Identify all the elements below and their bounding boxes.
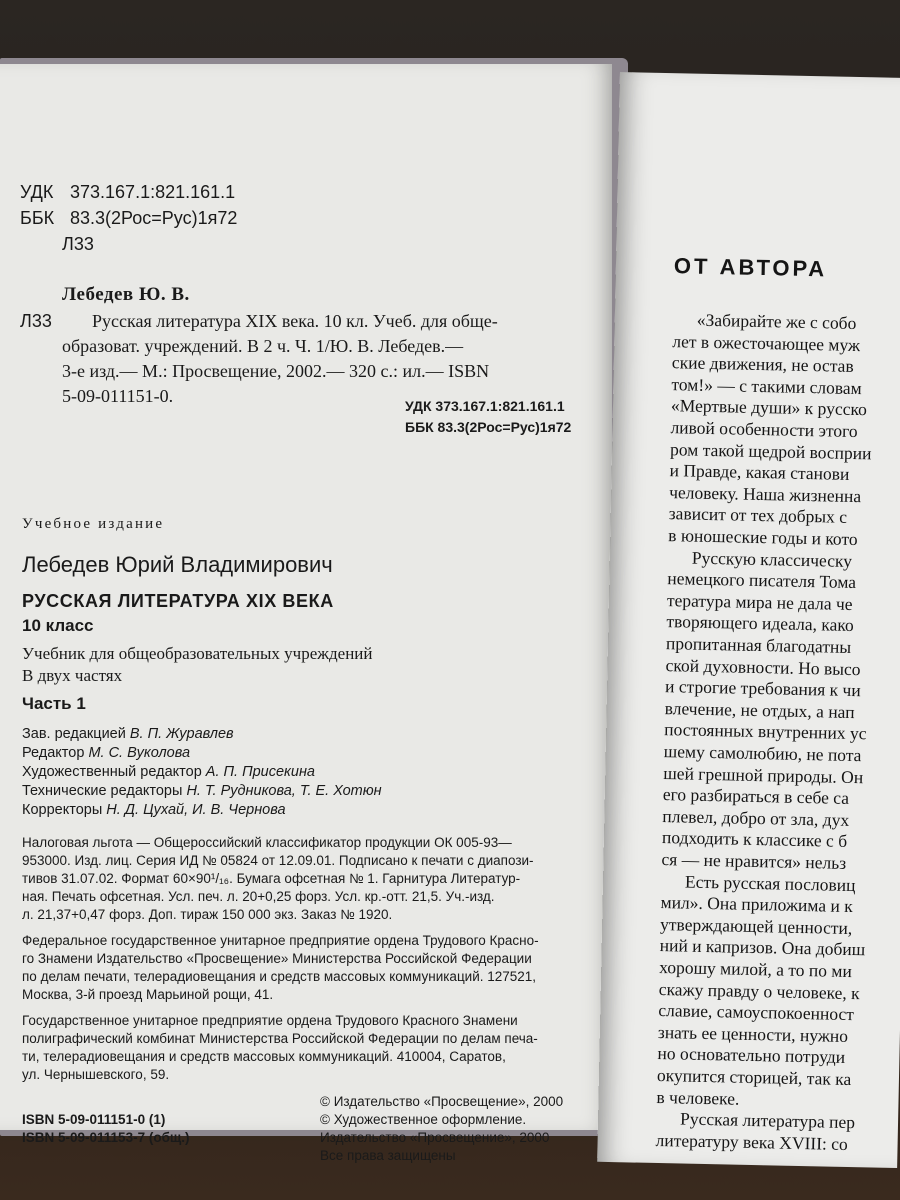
staff-role: Редактор: [22, 745, 85, 761]
publisher-line: по делам печати, телерадиовещания и средств массовых коммуникаций. 127521,: [22, 969, 537, 984]
grade: 10 класс: [22, 616, 94, 635]
paragraph-line: подходить к классике с б: [661, 827, 848, 852]
staff-names: Н. Т. Рудникова, Т. Е. Хотюн: [186, 783, 382, 799]
section-heading: ОТ АВТОРА: [673, 253, 828, 282]
parts-note: В двух частях: [22, 666, 123, 685]
paragraph-line: знать ее ценности, нужно: [657, 1021, 849, 1046]
udk-value: 373.167.1:821.161.1: [70, 182, 236, 202]
copyright-line: © Издательство «Просвещение», 2000: [320, 1094, 564, 1109]
paragraph-line: ливой особенности этого: [670, 417, 858, 442]
paragraph-line: Русская литература пер: [679, 1108, 856, 1133]
paragraph-line: немецкого писателя Тома: [667, 568, 857, 593]
paragraph-line: ской духовности. Но высо: [665, 654, 861, 679]
imprint-line: ная. Печать офсетная. Усл. печ. л. 20+0,25 форз. Усл. кр.-отт. 21,5. Уч.-изд.: [22, 889, 495, 904]
printer-line: ти, телерадиовещания и средств массовых коммуникаций. 410004, Саратов,: [22, 1049, 506, 1064]
staff-names: М. С. Вуколова: [88, 745, 191, 761]
bbk-label: ББК: [20, 208, 55, 228]
printer-line: ул. Чернышевского, 59.: [22, 1067, 170, 1082]
paragraph-line: его разбираться в себе са: [662, 784, 850, 809]
paragraph-line: хорошу милой, а то по ми: [659, 957, 853, 982]
paragraph-line: Русскую классическу: [691, 547, 853, 571]
imprint-line: 953000. Изд. лиц. Серия ИД № 05824 от 12.09.01. Подписано к печати с диапози-: [22, 853, 534, 868]
staff-names: А. П. Присекина: [205, 764, 315, 780]
card-line: Русская литература XIX века. 10 кл. Учеб. для обще-: [92, 311, 498, 331]
paragraph-line: и строгие требования к чи: [664, 676, 861, 701]
paragraph-line: но основательно потруди: [657, 1043, 846, 1068]
author-code: Л33: [62, 234, 94, 254]
paragraph-line: тература мира не дала че: [666, 589, 853, 614]
copyright-line: © Художественное оформление.: [320, 1112, 527, 1127]
imprint-line: тивов 31.07.02. Формат 60×90¹/₁₆. Бумага офсетная № 1. Гарнитура Литератур-: [22, 871, 521, 886]
publisher-line: Федеральное государственное унитарное предприятие ордена Трудового Красно-: [22, 933, 539, 948]
staff-role: Зав. редакцией: [22, 726, 126, 742]
subtitle: Учебник для общеобразовательных учреждений: [22, 644, 373, 663]
bbk-value: 83.3(2Рос=Рус)1я72: [70, 208, 238, 228]
paragraph-line: славие, самоуспокоенност: [658, 1000, 855, 1025]
paragraph-line: ний и капризов. Она добиш: [659, 935, 866, 960]
paragraph-line: влечение, не отдых, а нап: [664, 697, 855, 722]
paragraph-line: постоянных внутренних ус: [664, 719, 867, 744]
staff-line: [22, 745, 190, 761]
bbk-small: ББК 83.3(2Рос=Рус)1я72: [405, 419, 572, 435]
staff-line: [22, 802, 286, 818]
paragraph-line: «Мертвые души» к русско: [670, 395, 868, 420]
card-line: 3-е изд.— М.: Просвещение, 2002.— 320 с.: ил.— ISBN: [62, 361, 490, 381]
staff-names: Н. Д. Цухай, И. В. Чернова: [106, 802, 286, 818]
isbn-line: ISBN 5-09-011151-0 (1): [22, 1112, 166, 1127]
printer-line: полиграфический комбинат Министерства Российской Федерации по делам печа-: [22, 1031, 538, 1046]
isbn-line: ISBN 5-09-011153-7 (общ.): [22, 1130, 190, 1145]
paragraph-line: ские движения, не остав: [671, 352, 854, 377]
publisher-line: Москва, 3-й проезд Марьиной рощи, 41.: [22, 987, 274, 1002]
left-page: [0, 64, 612, 1163]
staff-line: [22, 764, 315, 780]
udk-small: УДК 373.167.1:821.161.1: [405, 398, 565, 414]
paragraph-line: окупится сторицей, так ка: [656, 1064, 852, 1090]
staff-line: [22, 783, 382, 799]
right-page: [597, 72, 900, 1168]
paragraph-line: плевел, добро от зла, дух: [662, 805, 850, 830]
edition-type: Учебное издание: [22, 516, 165, 532]
paragraph-line: человеку. Наша жизненна: [669, 481, 862, 506]
paragraph-line: ром такой щедрой восприи: [669, 438, 872, 463]
paragraph-line: шей грешной природы. Он: [663, 762, 864, 787]
paragraph-line: «Забирайте же с собо: [696, 309, 857, 334]
paragraph-line: в человеке.: [656, 1086, 740, 1109]
paragraph-line: и Правде, какая станови: [669, 460, 850, 485]
author-full-name: Лебедев Юрий Владимирович: [22, 552, 333, 577]
udk-line: [20, 182, 235, 203]
paragraph-line: Есть русская пословиц: [684, 871, 856, 895]
paragraph-line: том!» — с такими словам: [671, 373, 862, 398]
book-title: РУССКАЯ ЛИТЕРАТУРА XIX ВЕКА: [22, 591, 334, 611]
staff-role: Корректоры: [22, 802, 103, 818]
staff-names: В. П. Журавлев: [129, 726, 234, 742]
card-line: 5-09-011151-0.: [62, 386, 174, 406]
bbk-line: [20, 208, 237, 229]
paragraph-line: шему самолюбию, не пота: [663, 741, 862, 766]
publisher-line: го Знамени Издательство «Просвещение» Министерства Российской Федерации: [22, 951, 532, 966]
paragraph-line: утверждающей ценности,: [659, 913, 853, 938]
copyright-line: Издательство «Просвещение», 2000: [320, 1130, 550, 1145]
paragraph-line: пропитанная благодатны: [665, 633, 852, 657]
card-code: Л33: [20, 311, 52, 331]
imprint-line: л. 21,37+0,47 форз. Доп. тираж 150 000 экз. Заказ № 1920.: [22, 907, 393, 922]
paragraph-line: скажу правду о человеке, к: [658, 978, 860, 1003]
imprint-line: Налоговая льгота — Общероссийский классификатор продукции ОК 005-93—: [22, 835, 512, 850]
printer-line: Государственное унитарное предприятие ордена Трудового Красного Знамени: [22, 1013, 518, 1028]
udk-label: УДК: [20, 182, 54, 202]
paragraph-line: зависит от тех добрых с: [668, 503, 848, 528]
paragraph-line: ся — не нравится» нельз: [661, 849, 847, 873]
paragraph-line: мил». Она приложима и к: [660, 892, 853, 917]
copyright-line: Все права защищены: [320, 1148, 456, 1163]
staff-role: Художественный редактор: [22, 764, 202, 780]
paragraph-line: творяющего идеала, како: [666, 611, 854, 636]
paragraph-line: в юношеские годы и кото: [668, 525, 858, 550]
staff-role: Технические редакторы: [22, 783, 183, 799]
staff-line: [22, 726, 234, 742]
author-short: Лебедев Ю. В.: [62, 284, 190, 305]
paragraph-line: лет в ожесточающее муж: [672, 330, 861, 355]
part-number: Часть 1: [22, 694, 86, 713]
card-line: образоват. учреждений. В 2 ч. Ч. 1/Ю. В. Лебедев.—: [62, 336, 464, 356]
paragraph-line: литературу века XVIII: со: [655, 1129, 849, 1154]
